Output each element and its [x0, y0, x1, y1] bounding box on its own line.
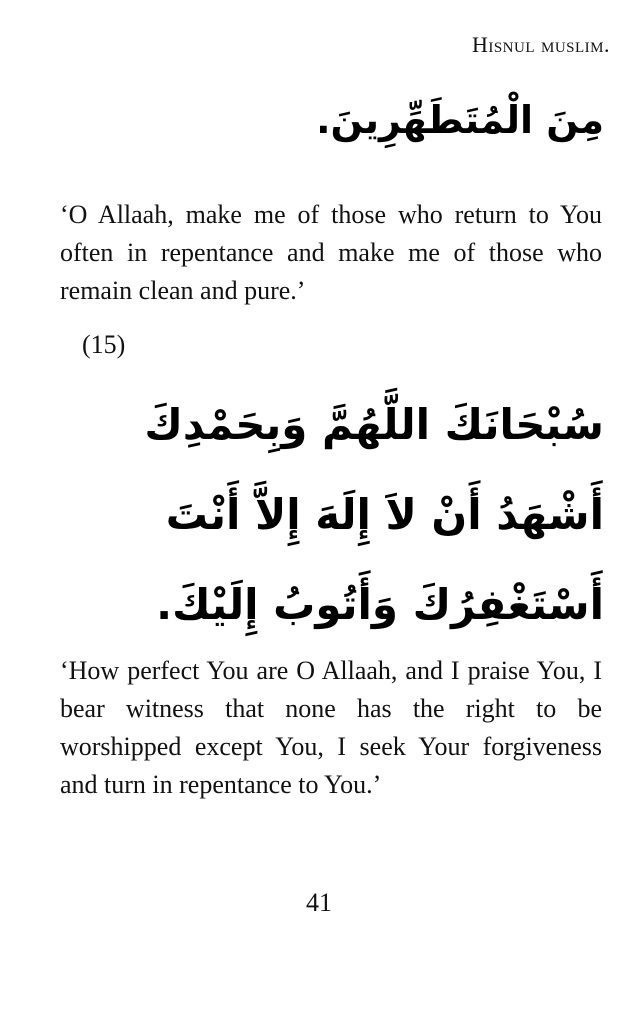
arabic-text-2: سُبْحَانَكَ اللَّهُمَّ وَبِحَمْدِكَ أَشْهَدُ أَنْ لاَ إِلَهَ إِلاَّ أَنْتَ أَسْتَغْفِرُكَ وَأَتُوبُ إِلَيْكَ.	[144, 400, 604, 629]
translation-2: ‘How perfect You are O Allaah, and I praise You, I bear witness that none has the right to be worshipped except You, I seek Your forgiveness and turn in repentance to You.’	[60, 656, 602, 799]
page-number: 41	[306, 888, 332, 917]
translation-1: ‘O Allaah, make me of those who return to You often in repentance and make me of those who remain clean and pure.’	[60, 200, 602, 305]
running-header: Hisnul muslim.	[471, 32, 610, 57]
item-number: (15)	[82, 330, 126, 359]
arabic-text-1: مِنَ الْمُتَطَهِّرِينَ.	[316, 98, 604, 142]
